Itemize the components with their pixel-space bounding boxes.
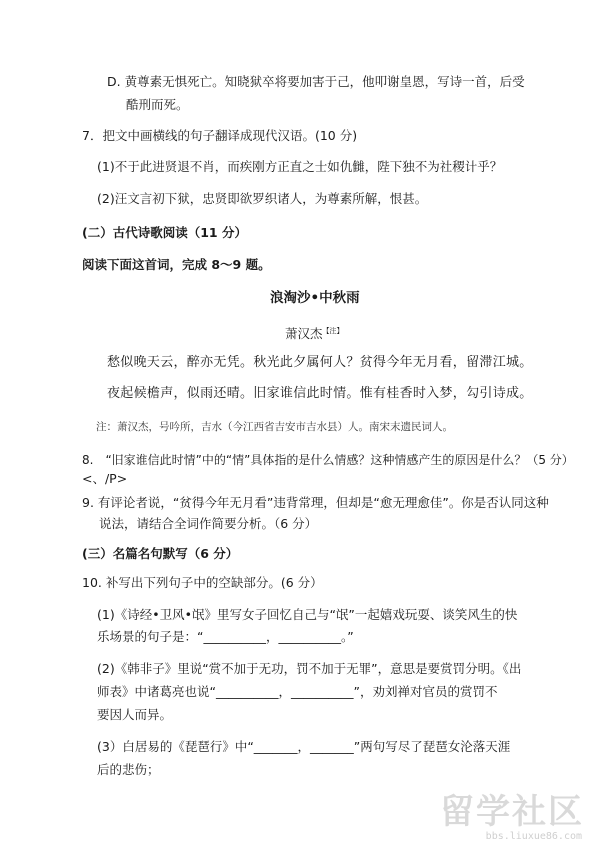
watermark-url: bbs.liuxue86.com xyxy=(485,831,582,842)
question-10-item-3-line2: 后的悲伤； xyxy=(97,762,160,777)
question-7-item-2: (2)汪文言初下狱，忠贤即欲罗织诸人，为尊素所解，恨甚。 xyxy=(97,191,428,206)
poem-title: 浪淘沙•中秋雨 xyxy=(270,290,360,306)
section-3-heading: (三）名篇名句默写（6 分） xyxy=(82,546,239,561)
section-2-heading: (二）古代诗歌阅读（11 分） xyxy=(82,225,247,240)
poem-author-note-mark: 【注】 xyxy=(322,327,344,335)
question-10-item-2-line3: 要因人而异。 xyxy=(97,707,173,722)
question-7-item-1: (1)不于此进贤退不肖，而疾刚方正直之士如仇雠，陛下独不为社稷计乎？ xyxy=(97,159,503,174)
watermark-logo-text: 留学社区 xyxy=(440,792,584,832)
option-d-line2: 酷刑而死。 xyxy=(126,97,189,112)
poem-line-2: 夜起候檐声，似雨还晴。旧家谁信此时情。惟有桂香时入梦，勾引诗成。 xyxy=(107,386,533,401)
question-8-line1: 8. “旧家谁信此时情”中的“情”具体指的是什么情感？这种情感产生的原因是什么？（5 分） xyxy=(82,453,574,467)
question-10: 10. 补写出下列句子中的空缺部分。(6 分） xyxy=(82,575,323,590)
question-10-item-1-line2: 乐场景的句子是：“__________，__________。” xyxy=(97,629,354,644)
reading-instruction: 阅读下面这首词，完成 8～9 题。 xyxy=(82,257,271,272)
poem-line-1: 愁似晚天云，醉亦无凭。秋光此夕属何人？贫得今年无月看，留滞江城。 xyxy=(107,355,533,370)
question-10-item-1-line1: (1)《诗经•卫风•氓》里写女子回忆自己与“氓”一起嬉戏玩耍、谈笑风生的快 xyxy=(97,607,518,622)
question-7: 7．把文中画横线的句子翻译成现代汉语。(10 分) xyxy=(82,128,358,143)
question-10-item-3-line1: (3）白居易的《琵琶行》中“_______，_______”两句写尽了琵琶女沦落天涯 xyxy=(97,739,511,754)
option-d-line1: D. 黄尊素无惧死亡。知晓狱卒将要加害于己，他叩谢皇恩，写诗一首，后受 xyxy=(107,74,525,89)
poem-footnote: 注：萧汉杰，号吟所，吉水（今江西省吉安市吉水县）人。南宋末遗民词人。 xyxy=(96,421,453,433)
poem-author-name: 萧汉杰 xyxy=(285,326,323,342)
site-watermark xyxy=(418,784,588,842)
question-10-item-2-line1: (2)《韩非子》里说“赏不加于无功，罚不加于无罪”，意思是要赏罚分明。《出 xyxy=(97,661,522,676)
question-10-item-2-line2: 师表》中诸葛亮也说“__________，__________”，劝刘禅对官员的赏罚不 xyxy=(97,684,498,699)
question-9-line2: 说法，请结合全词作简要分析。（6 分） xyxy=(99,516,318,531)
poem-author xyxy=(285,322,344,343)
question-9-line1: 9. 有评论者说，“贫得今年无月看”违背常理，但却是“愈无理愈佳”。你是否认同这种 xyxy=(82,495,549,510)
question-8-line2: <、/P> xyxy=(82,471,128,486)
